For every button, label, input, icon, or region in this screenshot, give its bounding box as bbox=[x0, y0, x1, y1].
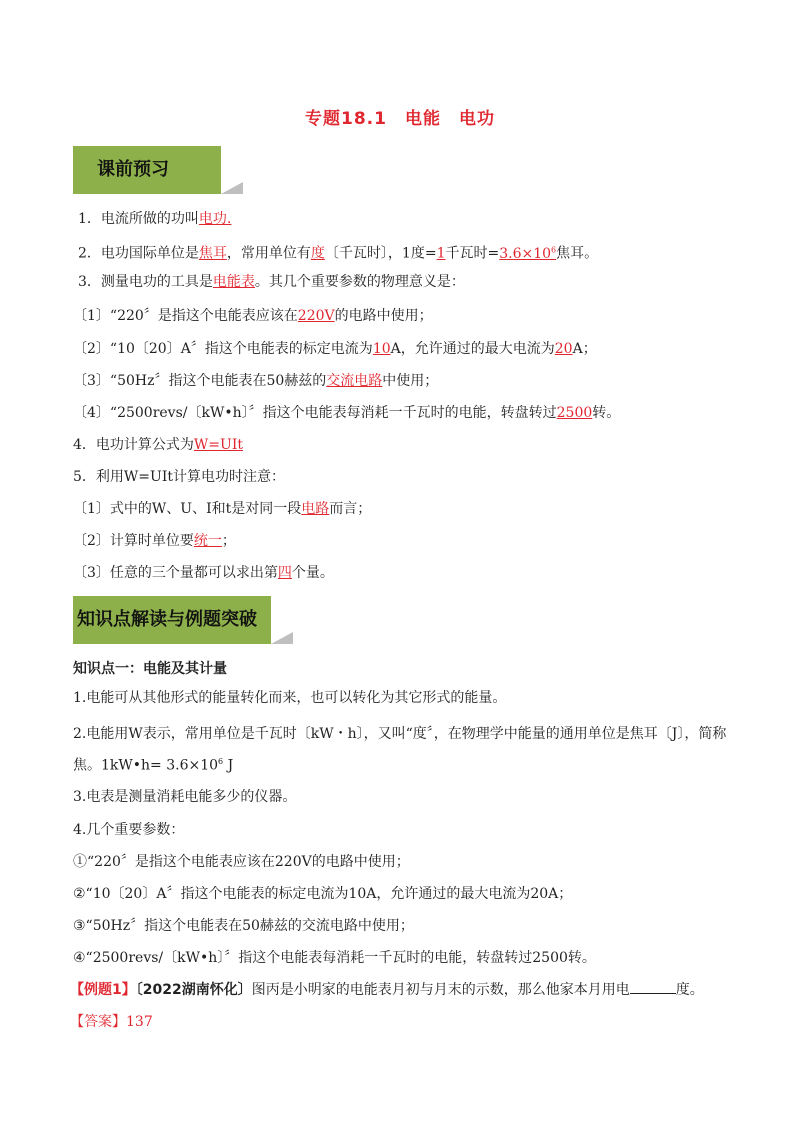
section-banner-knowledge bbox=[73, 596, 298, 646]
answer-blank bbox=[630, 979, 676, 994]
banner-tail bbox=[221, 170, 243, 194]
banner-box bbox=[73, 146, 221, 194]
knowledge-p2: 2.电能用W表示，常用单位是千瓦时〔kW・h〕，又叫“度〞，在物理学中能量的通用单位是焦耳〔J〕，简称焦。1kW•h= $3.6\times 10^6$ J bbox=[73, 726, 727, 774]
title-part-a: 电能 bbox=[404, 109, 441, 129]
preview-line-2: 2．电功国际单位是焦耳，常用单位有度〔千瓦时〕，1度=1千瓦时$=3.6\times 10^6$焦耳。 bbox=[78, 245, 599, 262]
knowledge-p5: ①“220〞是指这个电能表应该在220V的电路中使用； bbox=[73, 854, 410, 870]
page-title bbox=[0, 104, 800, 129]
example-tag: 【例题1】 bbox=[70, 982, 136, 998]
section-banner-preview bbox=[73, 146, 248, 196]
banner-label: 课前预习 bbox=[97, 159, 169, 180]
banner-tail bbox=[271, 620, 293, 644]
title-main: 专题18.1 bbox=[305, 109, 387, 129]
answer-tag: 【答案】 bbox=[70, 1014, 126, 1030]
knowledge-p4: 4.几个重要参数： bbox=[73, 822, 185, 838]
title-part-b: 电功 bbox=[458, 109, 495, 129]
knowledge-heading: 知识点一：电能及其计量 bbox=[73, 661, 227, 677]
knowledge-p8: ④“2500revs/〔kW•h〕〞指这个电能表每消耗一千瓦时的电能，转盘转过2500转。 bbox=[73, 950, 596, 966]
knowledge-p3: 3.电表是测量消耗电能多少的仪器。 bbox=[73, 789, 297, 805]
knowledge-p6: ②“10〔20〕A〞指这个电能表的标定电流为10A，允许通过的最大电流为20A； bbox=[73, 886, 573, 902]
answer-value: 137 bbox=[126, 1014, 153, 1030]
preview-line-4: 〔1〕“220〞是指这个电能表应该在220V的电路中使用； bbox=[73, 308, 433, 324]
preview-line-12: 〔3〕任意的三个量都可以求出第四个量。 bbox=[73, 565, 334, 581]
banner-label: 知识点解读与例题突破 bbox=[77, 609, 257, 630]
knowledge-p1: 1.电能可从其他形式的能量转化而来，也可以转化为其它形式的能量。 bbox=[73, 690, 507, 706]
knowledge-p7: ③“50Hz〞指这个电能表在50赫兹的交流电路中使用； bbox=[73, 918, 414, 934]
preview-line-9: 5．利用W=UIt计算电功时注意： bbox=[73, 469, 285, 485]
preview-line-1: 1．电流所做的功叫电功. bbox=[78, 211, 232, 227]
preview-line-7: 〔4〕“2500revs/〔kW•h〕〞指这个电能表每消耗一千瓦时的电能，转盘转过2500转。 bbox=[73, 405, 621, 421]
preview-line-3: 3．测量电功的工具是电能表。其几个重要参数的物理意义是： bbox=[78, 274, 465, 290]
example-1-answer bbox=[70, 1010, 730, 1034]
preview-line-5: 〔2〕“10〔20〕A〞指这个电能表的标定电流为10A，允许通过的最大电流为20A； bbox=[73, 341, 597, 357]
banner-box bbox=[73, 596, 271, 644]
example-text: 图丙是小明家的电能表月初与月末的示数，那么他家本月用电 bbox=[251, 982, 630, 998]
preview-line-6: 〔3〕“50Hz〞指这个电能表在50赫兹的交流电路中使用； bbox=[73, 373, 439, 389]
example-source: 〔2022湖南怀化〕 bbox=[135, 982, 252, 998]
preview-line-10: 〔1〕式中的W、U、I和t是对同一段电路而言； bbox=[73, 501, 372, 517]
preview-line-11: 〔2〕计算时单位要统一； bbox=[73, 533, 236, 549]
example-1: 【例题1】〔2022湖南怀化〕图丙是小明家的电能表月初与月末的示数，那么他家本月用电 度。 bbox=[70, 978, 760, 1002]
preview-line-8: 4．电功计算公式为W=UIt bbox=[73, 437, 243, 453]
